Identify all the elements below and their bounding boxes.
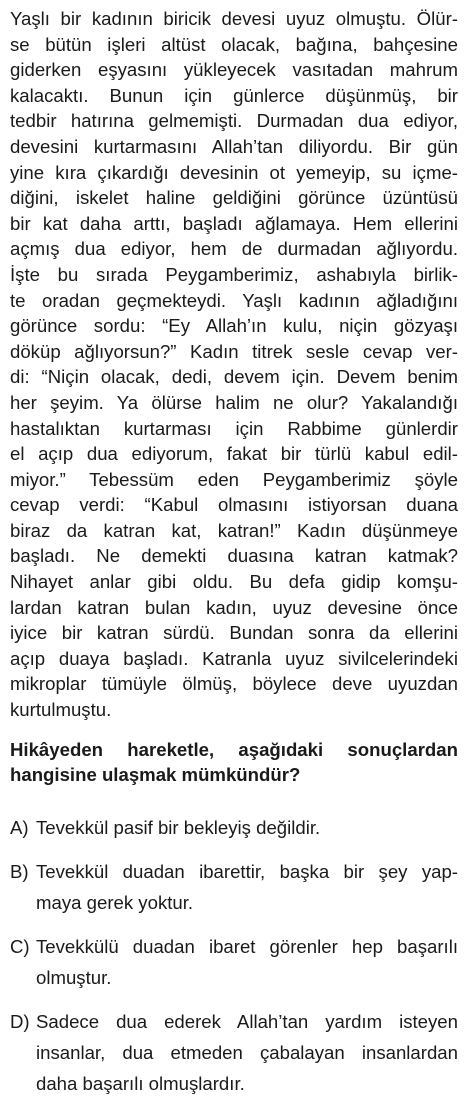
passage-line: di: “Niçin olacak, dedi, devem için. Devem benim bbox=[10, 366, 458, 388]
option-line: maya gerek yoktur. bbox=[36, 891, 194, 913]
option-letter: C) bbox=[10, 935, 30, 957]
passage-line: İşte bu sırada Peygamberimiz, ashabıyla birlik- bbox=[10, 263, 458, 285]
passage-line: cevap verdi: “Kabul olmasını istiyorsan duana bbox=[10, 494, 458, 516]
option-line: Tevekkülü duadan ibaret görenler hep başarılı bbox=[36, 935, 458, 957]
passage-line: lardan katran bulan kadın, uyuz devesine önce bbox=[10, 596, 458, 618]
passage-line: te oradan geçmekteydi. Yaşlı kadının ağladığını bbox=[10, 289, 458, 311]
story-passage bbox=[10, 6, 458, 723]
passage-line: başladı. Ne demekti duasına katran katmak? bbox=[10, 545, 458, 567]
passage-line: yine kıra çıkardığı devesinin ot yemeyip, su içme- bbox=[10, 161, 458, 183]
passage-line: açıp duaya başladı. Katranla uyuz sivilcelerindeki bbox=[10, 647, 458, 669]
question-line: hangisine ulaşmak mümkündür? bbox=[10, 764, 301, 786]
passage-line: Nihayet anlar gibi oldu. Bu defa gidip komşu- bbox=[10, 571, 458, 593]
option-text bbox=[36, 812, 458, 843]
passage-line: bir kat daha arttı, başladı ağlamaya. Hem ellerini bbox=[10, 212, 458, 234]
passage-line: kalacaktı. Bunun için günlerce düşünmüş, bir bbox=[10, 84, 458, 106]
option-letter: D) bbox=[10, 1010, 30, 1032]
option-line: insanlar, dua etmeden çabalayan insanlardan bbox=[36, 1041, 458, 1063]
option-c[interactable] bbox=[10, 931, 458, 993]
passage-line: se bütün işleri altüst olacak, bağına, bahçesine bbox=[10, 33, 458, 55]
option-a[interactable] bbox=[10, 812, 458, 843]
passage-line: mikroplar tümüyle ölmüş, böylece deve uyuzdan bbox=[10, 673, 458, 695]
option-line: olmuştur. bbox=[36, 966, 112, 988]
option-line: Tevekkül pasif bir bekleyiş değildir. bbox=[36, 816, 321, 838]
passage-line: devesini kurtarmasını Allah’tan diliyordu. Bir gün bbox=[10, 135, 458, 157]
option-text bbox=[36, 856, 458, 918]
passage-line: açmış dua ediyor, hem de durmadan ağlıyordu. bbox=[10, 238, 458, 260]
passage-line: görünce sordu: “Ey Allah’ın kulu, niçin gözyaşı bbox=[10, 315, 458, 337]
passage-line: her şeyim. Ya ölürse halim ne olur? Yakalandığı bbox=[10, 391, 458, 413]
option-d[interactable] bbox=[10, 1006, 458, 1099]
passage-line: döküp ağlıyorsun?” Kadın titrek sesle cevap ver- bbox=[10, 340, 458, 362]
passage-line: el açıp dua ediyorum, fakat bir türlü kabul edil- bbox=[10, 443, 458, 465]
option-letter: B) bbox=[10, 860, 29, 882]
passage-line: biraz da katran kat, katran!” Kadın düşünmeye bbox=[10, 519, 458, 541]
option-b[interactable] bbox=[10, 856, 458, 918]
passage-line: Yaşlı bir kadının biricik devesi uyuz olmuştu. Ölür- bbox=[10, 8, 458, 29]
passage-line: giderken eşyasını yükleyecek vasıtadan mahrum bbox=[10, 59, 458, 81]
question-stem bbox=[10, 737, 458, 788]
option-text bbox=[36, 1006, 458, 1099]
question-line: Hikâyeden hareketle, aşağıdaki sonuçlardan bbox=[10, 738, 458, 760]
answer-options bbox=[10, 812, 458, 1099]
option-line: Sadece dua ederek Allah’tan yardım isteyen bbox=[36, 1010, 458, 1032]
option-letter: A) bbox=[10, 816, 29, 838]
option-line: Tevekkül duadan ibarettir, başka bir şey yap- bbox=[36, 860, 458, 882]
passage-line: kurtulmuştu. bbox=[10, 699, 112, 721]
passage-line: iyice bir katran sürdü. Bundan sonra da ellerini bbox=[10, 622, 458, 644]
passage-line: hastalıktan kurtarması için Rabbime günlerdir bbox=[10, 417, 458, 439]
passage-line: tedbir hatırına gelmemişti. Durmadan dua ediyor, bbox=[10, 110, 458, 132]
passage-line: diğini, iskelet haline geldiğini görünce üzüntüsü bbox=[10, 187, 458, 209]
option-line: daha başarılı olmuşlardır. bbox=[36, 1072, 245, 1094]
passage-line: miyor.” Tebessüm eden Peygamberimiz şöyle bbox=[10, 468, 458, 490]
option-text bbox=[36, 931, 458, 993]
